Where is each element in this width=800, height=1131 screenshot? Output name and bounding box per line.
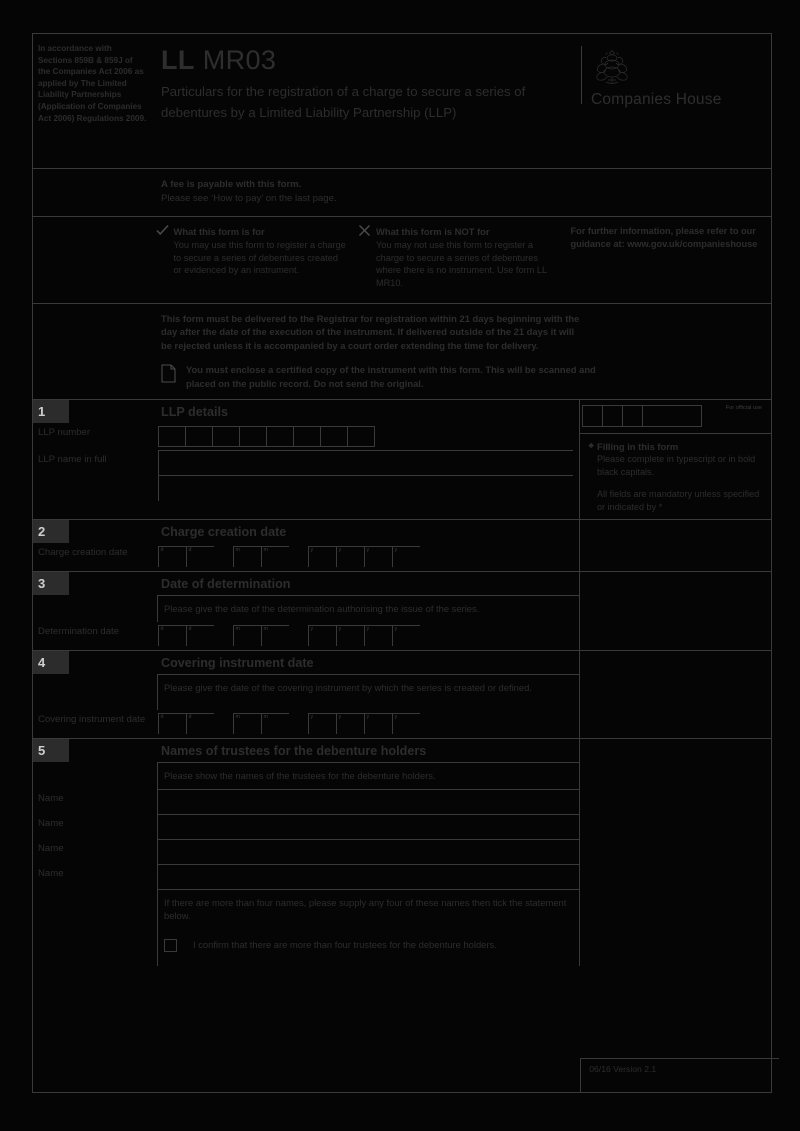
llp-number-cell[interactable] — [239, 426, 267, 447]
date-day-cell[interactable]: d — [158, 546, 186, 567]
section-4-title: Covering instrument date — [161, 655, 314, 670]
llp-number-cell[interactable] — [158, 426, 186, 447]
date-month-cell[interactable]: m — [261, 625, 289, 646]
date-month-cell[interactable]: m — [233, 546, 261, 567]
brand-name: Companies House — [591, 91, 722, 108]
trustee-name-row — [33, 814, 579, 839]
official-use-boxes — [580, 400, 771, 427]
fee-line-1: A fee is payable with this form. — [161, 179, 302, 190]
official-use-cell[interactable] — [602, 405, 623, 427]
form-code — [161, 45, 581, 76]
trustee-name-input-1[interactable] — [157, 789, 579, 814]
official-use-cell-wide[interactable] — [642, 405, 702, 427]
official-use-cell[interactable] — [582, 405, 603, 427]
confirm-more-trustees-row[interactable] — [158, 929, 579, 966]
companies-house-brand — [581, 34, 771, 168]
section-5-title: Names of trustees for the debenture holders — [161, 743, 427, 758]
llp-number-cell[interactable] — [347, 426, 375, 447]
more-names-note: If there are more than four names, please supply any four of these names then tick the statement below. — [164, 897, 567, 922]
trustee-name-label: Name — [38, 818, 64, 830]
section-3-number: 3 — [33, 572, 69, 595]
section-3 — [33, 572, 771, 650]
form-is-not-for-heading: What this form is NOT for — [376, 226, 490, 237]
accordance-note: In accordance with Sections 859B & 859J of the Companies Act 2006 as applied by The Limited Liability Partnerships (Application of Companies Act 2006) Regulations 2009. — [38, 44, 147, 123]
cross-icon — [358, 224, 371, 237]
form-footer — [33, 1058, 771, 1092]
further-information-column — [559, 217, 771, 303]
section-1-number: 1 — [33, 400, 69, 423]
confirm-more-trustees-checkbox[interactable] — [164, 939, 177, 952]
covering-instrument-date-row — [33, 710, 579, 738]
form-code-number: MR03 — [202, 45, 277, 75]
delivery-paragraph: This form must be delivered to the Registrar for registration within 21 days beginning with the day after the date of the execution of the instrument. If delivered outside of the 21 days it will be rejected unless it is accompanied by a court order extending the time for delivery. — [161, 313, 580, 351]
date-year-cell[interactable]: y — [364, 713, 392, 734]
llp-number-cell[interactable] — [185, 426, 213, 447]
covering-instrument-hint-row — [33, 674, 579, 710]
determination-date-input[interactable] — [157, 622, 579, 650]
llp-name-input-line-2[interactable] — [158, 475, 573, 501]
trustee-name-label: Name — [38, 793, 64, 805]
section-2-bar — [33, 520, 579, 543]
delivery-requirements — [33, 304, 771, 399]
confirm-more-trustees-label: I confirm that there are more than four trustees for the debenture holders. — [193, 939, 497, 951]
form-is-not-for-column — [356, 217, 559, 303]
mandatory-fields-note: All fields are mandatory unless specified or indicated by * — [597, 489, 760, 512]
official-use-cell[interactable] — [622, 405, 643, 427]
more-names-row — [33, 889, 579, 966]
filling-in-body: Please complete in typescript or in bold black capitals. — [597, 454, 756, 477]
llp-number-input[interactable] — [157, 423, 579, 450]
date-year-cell[interactable]: y — [336, 546, 364, 567]
official-use-label: For official use — [725, 405, 762, 412]
trustee-name-row — [33, 864, 579, 889]
fee-line-2: Please see ‘How to pay’ on the last page. — [161, 192, 337, 204]
filling-in-heading: ❖ Filling in this form — [588, 440, 761, 453]
date-month-cell[interactable]: m — [261, 713, 289, 734]
trustee-name-input-4[interactable] — [157, 864, 579, 889]
section-3-title: Date of determination — [161, 576, 291, 591]
section-1 — [33, 400, 771, 519]
llp-number-row — [33, 423, 579, 450]
date-year-cell[interactable]: y — [308, 625, 336, 646]
section-4-number: 4 — [33, 651, 69, 674]
form-is-for-body: You may use this form to register a charge to secure a series of debentures created or evidenced by an instrument. — [173, 240, 346, 276]
form-header — [33, 34, 771, 168]
form-is-for-column — [154, 217, 357, 303]
determination-hint-row — [33, 595, 579, 622]
date-year-cell[interactable]: y — [336, 713, 364, 734]
date-day-cell[interactable]: d — [186, 713, 214, 734]
covering-instrument-hint: Please give the date of the covering instrument by which the series is created or defined. — [164, 682, 532, 694]
section-2-number: 2 — [33, 520, 69, 543]
form-page — [32, 33, 772, 1093]
section-3-bar — [33, 572, 579, 595]
charge-creation-date-input[interactable] — [157, 543, 579, 571]
determination-date-row — [33, 622, 579, 650]
trustee-name-input-2[interactable] — [157, 814, 579, 839]
section-1-title: LLP details — [161, 404, 228, 419]
trustee-name-label: Name — [38, 843, 64, 855]
date-day-cell[interactable]: d — [158, 625, 186, 646]
charge-creation-date-label: Charge creation date — [38, 547, 128, 559]
date-day-cell[interactable]: d — [186, 546, 214, 567]
date-year-cell[interactable]: y — [364, 546, 392, 567]
date-month-cell[interactable]: m — [233, 625, 261, 646]
date-year-cell[interactable]: y — [392, 546, 420, 567]
section-5-number: 5 — [33, 739, 69, 762]
trustees-hint-row — [33, 762, 579, 789]
determination-date-label: Determination date — [38, 626, 120, 638]
date-month-cell[interactable]: m — [233, 713, 261, 734]
trustee-name-label: Name — [38, 868, 64, 880]
charge-creation-date-row — [33, 543, 579, 571]
date-year-cell[interactable]: y — [364, 625, 392, 646]
version-text: 06/16 Version 2.1 — [589, 1064, 657, 1074]
determination-hint: Please give the date of the determination authorising the issue of the series. — [164, 603, 480, 615]
trustee-name-row — [33, 839, 579, 864]
delivery-note: You must enclose a certified copy of the instrument with this form. This will be scanned and placed on the public record. Do not send the original. — [186, 364, 596, 389]
trustee-name-input-3[interactable] — [157, 839, 579, 864]
llp-name-input-line-1[interactable] — [158, 450, 573, 475]
section-2 — [33, 520, 771, 571]
covering-instrument-date-input[interactable] — [157, 710, 579, 738]
further-information-text: For further information, please refer to our guidance at: www.gov.uk/companieshouse — [570, 226, 758, 249]
form-identity — [157, 34, 581, 168]
form-code-prefix: LL — [161, 45, 195, 75]
fee-notice — [33, 169, 771, 216]
section-4-bar — [33, 651, 579, 674]
date-month-cell[interactable]: m — [261, 546, 289, 567]
llp-name-row — [33, 450, 579, 501]
llp-number-cell[interactable] — [266, 426, 294, 447]
form-is-for-heading: What this form is for — [173, 226, 265, 237]
section-1-bar — [33, 400, 579, 423]
date-year-cell[interactable]: y — [308, 546, 336, 567]
date-year-cell[interactable]: y — [308, 713, 336, 734]
royal-crest-icon — [591, 48, 633, 86]
llp-number-cell[interactable] — [212, 426, 240, 447]
section-5 — [33, 739, 771, 966]
section-2-title: Charge creation date — [161, 524, 287, 539]
llp-number-cell[interactable] — [320, 426, 348, 447]
date-year-cell[interactable]: y — [336, 625, 364, 646]
date-year-cell[interactable]: y — [392, 625, 420, 646]
trustees-hint: Please show the names of the trustees for the debenture holders. — [164, 770, 436, 782]
section-5-bar — [33, 739, 579, 762]
covering-instrument-date-label: Covering instrument date — [38, 714, 146, 726]
date-day-cell[interactable]: d — [158, 713, 186, 734]
section-4 — [33, 651, 771, 738]
llp-number-cell[interactable] — [293, 426, 321, 447]
llp-number-label: LLP number — [38, 427, 91, 439]
form-is-not-for-body: You may not use this form to register a charge to secure a series of debentures where there is no instrument. Use form LL MR10. — [376, 240, 547, 288]
document-icon — [161, 364, 176, 383]
date-day-cell[interactable]: d — [186, 625, 214, 646]
llp-name-label: LLP name in full — [38, 454, 107, 466]
what-form-is-for-section — [33, 217, 771, 303]
check-icon — [156, 224, 169, 237]
form-title: Particulars for the registration of a charge to secure a series of debentures by a Limited Liability Partnership (LLP) — [161, 84, 526, 120]
brand-divider — [581, 46, 582, 104]
date-year-cell[interactable]: y — [392, 713, 420, 734]
trustee-name-row — [33, 789, 579, 814]
